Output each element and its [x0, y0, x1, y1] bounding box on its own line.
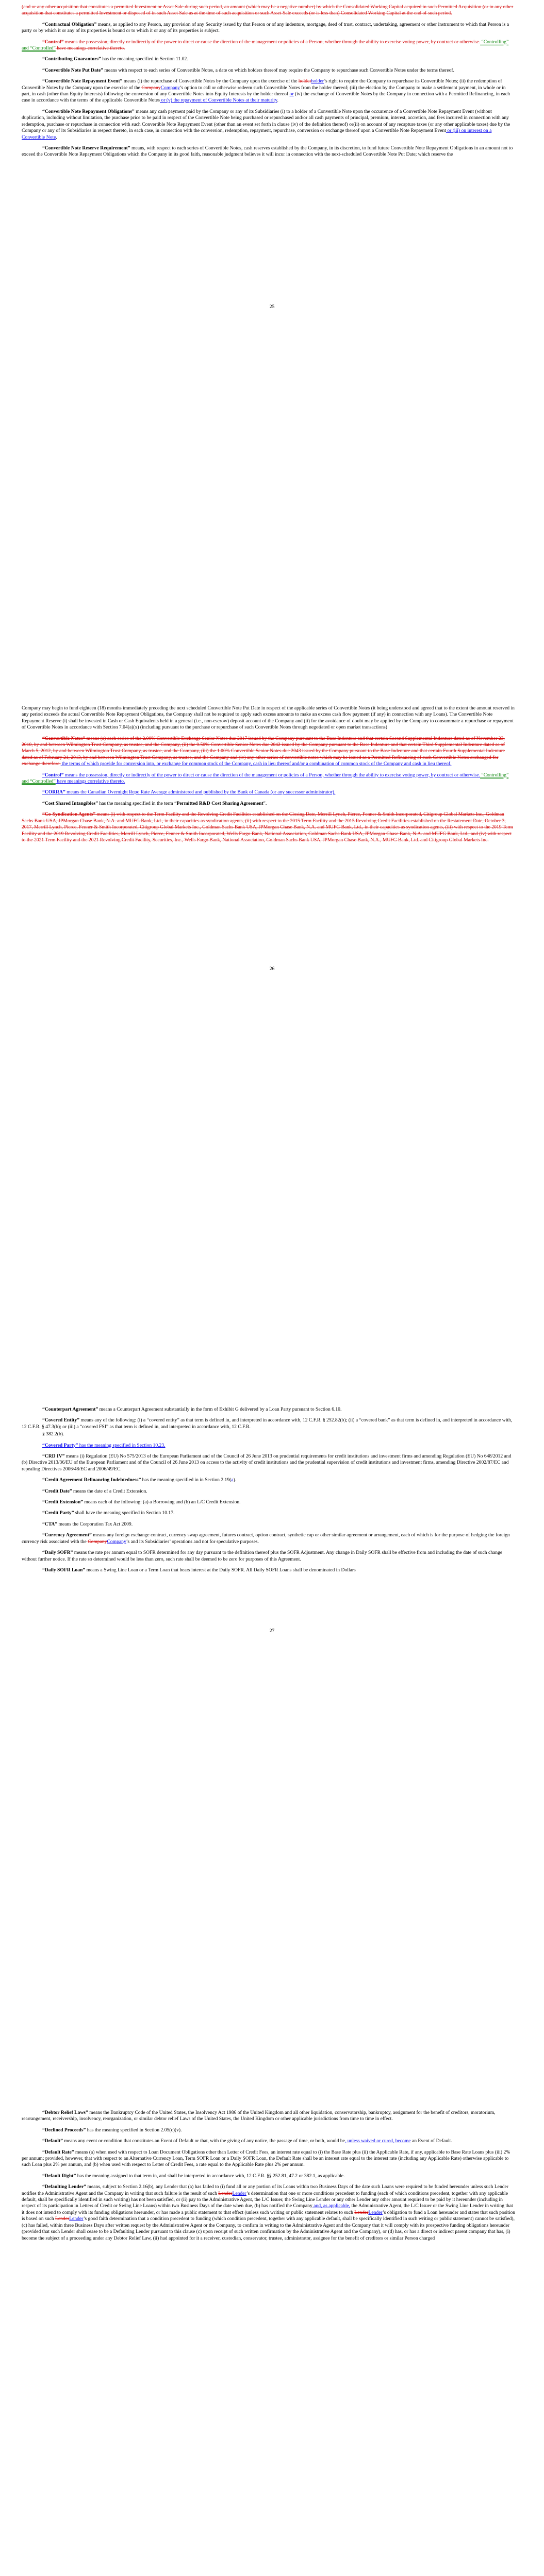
inserted-text: Lender	[368, 2209, 383, 2215]
definition-text: means a Counterpart Agreement substantially in the form of Exhibit G delivered by a Loan Party pursuant to Section 6.10.	[98, 1406, 342, 1412]
defined-term: Permitted R&D Cost Sharing Agreement	[176, 800, 263, 806]
page-number: 25	[269, 304, 275, 310]
deleted-text: means (a) each series of the 2.00% Convertible Exchange Senior Notes due 2017 issued by the Company pursuant to the Base Indenture and that certain Second Supplemental Indenture dated as of November 23, 2010, by and between Wilmington Trust Company, as trustee, and the Company, (ii) the 0.50% Convertible Senior Notes due 2042 issued by the Company pursuant to the Base Indenture and that certain Third Supplemental Indenture dated as of March 5, 2012, by and between Wilmington Trust Company, as trustee, and the Company, (iii) the 1.00% Convertible Senior Notes due 2043 issued by the Company pursuant to the Base Indenture and that certain Fourth Supplemental Indenture dated as of February 21, 2013, by and between Wilmington Trust Company, as trustee, and the Company and (iv) any other series of convertible notes which may be issued as a Permitted Refinancing of such Convertible Notes exchanged for exchange therefore.	[22, 735, 505, 767]
inserted-text: means the Canadian Overnight Repo Rate Average administered and published by the Bank of Canada (or any successor administrator).	[65, 789, 336, 795]
defined-term: “CORRA”	[42, 789, 65, 795]
definition-text: means (a) when used with respect to Loan Document Obligations other than Letter of Credit Fees, an interest rate equal to (i) the Base Rate plus (ii) the Applicable Rate, if any, applicable to Base Rate Loans plus (iii) 2% per annum; provided, however, that with respect to an Alternative Currency Loan, Term SOFR Loan or a Daily SOFR Loan, the Default Rate shall be an interest rate equal to the interest rate (including any Applicable Rate) otherwise applicable to such Loan plus 2% per annum, and (b) when used with respect to Letter of Credit Fees, a rate equal to the Applicable Rate plus 2% per annum.	[22, 2149, 510, 2168]
inserted-text: have meanings correlative thereto.	[55, 778, 125, 785]
definition-text: ’ operations and not for speculative purposes.	[169, 1538, 259, 1545]
inserted-text: holder	[311, 78, 324, 84]
definition-text: ’s right to require the Company to repurchase its Convertible Notes; (ii) the redemption of Convertible Notes by the Company upon the exercise of the	[22, 78, 502, 91]
inserted-text: a	[231, 1477, 234, 1483]
defined-term: “CRD IV”	[42, 1453, 65, 1460]
defined-term: “Credit Extension”	[42, 1499, 83, 1505]
deleted-text: Company	[141, 84, 161, 91]
definition-text: means the date of a Credit Extension.	[72, 1488, 147, 1494]
defined-term: “CTA”	[42, 1521, 58, 1527]
defined-term: “Convertible Note Put Date”	[42, 67, 104, 73]
definition-declined-proceeds	[22, 2127, 516, 2133]
defined-term: “Credit Agreement Refinancing Indebtedness”	[42, 1477, 141, 1483]
defined-term: “Currency Agreement”	[42, 1532, 92, 1538]
definition-credit-party	[22, 1510, 516, 1516]
inserted-text: , unless waived or cured, become	[344, 2138, 411, 2144]
defined-term: “Contractual Obligation”	[42, 21, 97, 27]
definition-text: ’s option to call or otherwise redeem such Convertible Notes from the holder thereof; (iii) the election by the Company to make a settlement payment, in whole or in part, in cash (other than Equity Interests) following the conversion of any Convertible Notes into Equity Interests by the holder thereof	[22, 84, 506, 97]
moved-text: “Controlling” and “Controlled”	[22, 772, 509, 785]
defined-term: “Credit Party”	[42, 1510, 74, 1516]
page-25	[0, 0, 544, 703]
definition-text: means any cash payment paid by the Company or any of its Subsidiaries (i) to a holder of a Convertible Note upon the occurrence of a Convertible Note Repayment Event (without duplication, including without limitation, the purchase price to be paid in respect of the Convertible Note being purchased or repurchased and/or all cash payments of principal, premium, interest, accretion, and fees incurred in connection with any redemption, purchase or repurchase in connection with such Convertible Note Repayment Event (other than an event set forth in clause (iv) of the definition thereof) or(ii) on account of any recapture taxes (or any other applicable taxes) due by the Company or any of its Subsidiaries in respect thereto, in each case, in connection with the conversion, redemption, repayment, repurchase, conversion or exchange thereof upon a Convertible Note Repayment Event	[22, 108, 510, 134]
defined-term: “Convertible Note Repayment Obligations”	[42, 108, 135, 114]
defined-term: “Cost Shared Intangibles”	[42, 800, 98, 806]
defined-term: “Daily SOFR”	[42, 1550, 73, 1556]
definition-text: means (i) the repurchase of Convertible Notes by the Company upon the exercise of the	[122, 78, 299, 84]
inserted-text: Lender	[69, 2216, 84, 2222]
inserted-text: Company	[107, 1538, 126, 1545]
page-27	[0, 1406, 544, 2110]
defined-term: “Debtor Relief Laws”	[42, 2110, 88, 2115]
definition-text: means any event or condition that constitutes an Event of Default or that, with the giving of any notice, the passage of time, or both, would be	[62, 2138, 345, 2144]
defined-term: “Credit Date”	[42, 1488, 72, 1494]
definition-text: ”.	[263, 800, 267, 806]
definition-text: has the meaning specified in Section 2.05(c)(v).	[86, 2127, 182, 2133]
defined-term: “Default Right”	[42, 2173, 76, 2179]
page-26-content	[22, 705, 516, 848]
defined-term: “Covered Entity”	[42, 1417, 80, 1423]
deleted-text: means the possession, directly or indirectly of the power to direct or cause the direction of the management or policies of a Person, whether through the ability to exercise voting power, by contract or otherwise.	[63, 39, 481, 45]
definition-convertible-notes	[22, 736, 516, 768]
definition-text: ’s good faith determination that a condition precedent to funding (which condition precedent, together with any applicable default, shall be specifically identified in such writing or public statement) cannot be satisfied), (c) has failed, within three Business Days after written request by the Administrative Agent or the Company, to confirm in writing to the Administrative Agent and the Company that it will comply with its prospective funding obligations hereunder (provided that such Lender shall cease to be a Defaulting Lender pursuant to this clause (c) upon receipt of such written confirmation by the Administrative Agent and the Company), or (d) has, or has a direct or indirect parent company that has, (i) become the subject of a proceeding under any Debtor Relief Law, (ii) had appointed for it a receiver, custodian, conservator, trustee, administrator, assignee for the benefit of creditors or similar Person charged	[22, 2216, 515, 2241]
defined-term: “Default Rate”	[42, 2149, 74, 2155]
definition-text: means the rate per annum equal to SOFR determined for any day pursuant to the definition thereof plus the SOFR Adjustment. Any change in Daily SOFR shall be effective from and including the date of such change without further notice. If the rate so determined would be less than zero, such rate shall be deemed to be zero for purposes of this Agreement.	[22, 1550, 503, 1562]
definition-cta	[22, 1521, 516, 1528]
defined-term: “Co-Syndication Agents”	[42, 811, 96, 818]
defined-term: “Contributing Guarantors”	[42, 56, 101, 62]
definition-contributing-guarantors	[22, 56, 516, 62]
page-25-content	[22, 4, 516, 163]
definition-text: (iv) the exchange of Convertible Notes by the Company in connection with a Permitted Refinancing, in each case in accordance with the terms of the applicable Convertible Notes	[22, 91, 510, 104]
definition-convertible-note-repayment-event	[22, 78, 516, 104]
definition-daily-sofr	[22, 1550, 516, 1563]
deleted-text: means (i) with respect to the Term Facility and the Revolving Credit Facilities established on the Closing Date, Merrill Lynch, Pierce, Fenner & Smith Incorporated, Citigroup Global Markets Inc., Goldman Sachs Bank USA, JPMorgan Chase Bank, N.A. and MUFG Bank, Ltd., in their capacities as syndication agents, (ii) with respect to the 2015 Term Facility and the 2015 Revolving Credit Facilities established on the Restatement Date, October 3, 2017, Merrill Lynch, Pierce, Fenner & Smith Incorporated, Citigroup Global Markets Inc., Goldman Sachs Bank USA, JPMorgan Chase Bank, N.A. and MUFG Bank, Ltd., in their capacities as syndication agents, (iii) with respect to the 2019 Term Facility and the 2019 Revolving Credit Facilities, Merrill Lynch, Pierce, Fenner & Smith Incorporated, Wells Fargo Bank, National Association, Goldman Sachs Bank USA, JPMorgan Chase Bank, N.A. and MUFG Bank, Ltd., and (iv) with respect to the 2021 Term Facility and the 2021 Revolving Credit Facility, Securities, Inc., Wells Fargo Bank, National Association, Goldman Sachs Bank USA, JPMorgan Chase Bank, N.A., MUFG Bank, Ltd. and Citigroup Global Markets Inc.	[22, 811, 513, 843]
definition-text: .	[277, 97, 278, 104]
definition-text: means the Bankruptcy Code of the United States, the Insolvency Act 1986 of the United Kingdom and all other liquidation, conservatorship, bankruptcy, assignment for the benefit of creditors, moratorium, rearrangement, receivership, insolvency, reorganization, or similar debtor relief Laws of the United States, the United Kingdom or other applicable jurisdictions from time to time in effect.	[22, 2110, 496, 2122]
definition-text: § 382.2(b).	[42, 1431, 64, 1437]
definition-covered-entity	[22, 1417, 516, 1430]
definition-text: an Event of Default.	[410, 2138, 452, 2144]
defined-term: “Convertible Note Reserve Requirement”	[42, 145, 130, 151]
inserted-text: or	[289, 91, 294, 97]
definition-counterpart-agreement	[22, 1406, 516, 1413]
definition-text: ’s and its Subsidiaries	[126, 1538, 170, 1545]
definition-convertible-note-repayment-obligations	[22, 109, 516, 141]
definition-text: means (i) Regulation (EU) No 575/2013 of the European Parliament and of the Council of 26 June 2013 on prudential requirements for credit institutions and investment firms and amending Regulation (EU) No 648/2012 and (b) Directive 2013/36/EU of the European Parliament and of the Council of 26 June 2013 on access to the activity of credit institutions and the prudential supervision of credit institutions and investment firms, amending Directive 2002/87/EC and repealing Directives 2006/48/EC and 2006/49/EC.	[22, 1453, 512, 1472]
inserted-text: the terms of which provide for conversion into, or exchange for common stock of the Company, cash in lieu thereof and/or a combination of common stock of the Company and cash in lieu thereof.	[60, 761, 452, 767]
definition-text: means, subject to Section 2.16(b), any Lender that (a) has failed to (i) fund all or any portion of its Loans within two Business Days of the date such Loans were required to be funded hereunder unless such Lender notifies the Administrative Agent and the Company in writing that such failure is the result of such	[22, 2184, 508, 2196]
definition-convertible-note-reserve-requirement	[22, 145, 516, 158]
deleted-text: (and or any other acquisition that constitutes a permitted Investment or Asset Sale during such period, an amount (which may be a negative number) by which the Consolidated Working Capital acquired in such Permitted Acquisition (or in any other acquisition that constitutes a permitted Investment or disposed of in such Asset Sale as at the time of such acquisition or such Asset Sale exceeds (or is less than) Consolidated Working Capital at the end of such period.	[22, 4, 514, 16]
reserve-continuation-paragraph	[22, 705, 516, 731]
definition-text: .	[56, 134, 57, 140]
defined-term: “Control”	[42, 772, 64, 778]
definition-corra	[22, 789, 516, 795]
definition-text: has the meaning specified in Section 11.02.	[101, 56, 188, 62]
page-26	[0, 703, 544, 1406]
definition-text: means, with respect to each series of Convertible Notes, cash reserves established by the Company, in its discretion, to fund future Convertible Note Repayment Obligations in an amount not to exceed the Convertible Note Repayment Obligations which the Company in its good faith, reasonable judgment believes it will incur in connection with the next-scheduled Convertible Note Put Date; which reserve the	[22, 145, 513, 158]
definition-text: means the Corporation Tax Act 2009.	[57, 1521, 133, 1527]
definition-text: means a Swing Line Loan or a Term Loan that bears interest at the Daily SOFR. All Daily SOFR Loans shall be denominated in Dollars	[85, 1567, 356, 1573]
page-28	[0, 2110, 544, 2576]
deleted-text: Lender	[354, 2209, 369, 2215]
definition-covered-entity-cont	[22, 1431, 516, 1437]
definition-text: means any foreign exchange contract, currency swap agreement, futures contract, option contract, synthetic cap or other similar agreement or arrangement, each of which is for the purpose of hedging the foreign currency risk associated with the	[22, 1532, 510, 1545]
definition-text: has the meaning specified in the term “	[98, 800, 177, 806]
inserted-text: means the possession, directly or indirectly of the power to direct or cause the direction of the management or policies of a Person, whether through the ability to exercise voting power, by contract or otherwise.	[63, 772, 481, 778]
inserted-text: Lender	[232, 2190, 246, 2196]
deleted-text: Lender	[55, 2216, 70, 2222]
definition-text: has the meaning assigned to that term in, and shall be interpreted in accordance with, 12 C.F.R. §§ 252.81, 47.2 or 382.1, as applicable.	[76, 2173, 345, 2179]
defined-term: “Convertible Notes”	[42, 735, 86, 741]
deleted-text: Lender	[218, 2190, 233, 2196]
inserted-text: and, as applicable,	[312, 2203, 351, 2209]
moved-text: “Controlling” and “Controlled”	[22, 39, 509, 52]
definition-text: ).	[233, 1477, 237, 1483]
defined-term: “Daily SOFR Loan”	[42, 1567, 86, 1573]
definition-text: the Administrative Agent, the L/C Issuer or the Swing Line Lender in writing that it does not intend to comply with its funding obligations hereunder, or has made a public statement to that effect (unless such writing or public statement relates to such	[22, 2203, 513, 2215]
working-capital-paragraph	[22, 4, 516, 17]
definition-text: means each of the following: (a) a Borrowing and (b) an L/C Credit Extension.	[83, 1499, 241, 1505]
definition-control-inserted	[22, 772, 516, 785]
definition-cost-shared-intangibles	[22, 801, 516, 807]
definition-daily-sofr-loan	[22, 1567, 516, 1573]
definition-convertible-note-put-date	[22, 67, 516, 74]
definition-contractual-obligation	[22, 22, 516, 35]
definition-crd-iv	[22, 1453, 516, 1472]
definition-text: ’s obligation to fund a Loan hereunder and states that such position is based on such	[22, 2209, 516, 2222]
inserted-text: has the meaning specified in Section 10.23.	[78, 1442, 166, 1448]
defined-term: “Defaulting Lender”	[42, 2184, 87, 2190]
inserted-text: or (v) the repayment of Convertible Notes at their maturity	[160, 97, 277, 104]
definition-debtor-relief-laws	[22, 2110, 516, 2123]
defined-term: “Declined Proceeds”	[42, 2127, 86, 2133]
deleted-text: holder	[298, 78, 311, 84]
definition-credit-date	[22, 1488, 516, 1495]
definition-default-right	[22, 2173, 516, 2179]
inserted-text: or (iii) on interest on a Convertible Note	[22, 128, 492, 140]
definition-credit-agreement-refinancing-indebtedness	[22, 1477, 516, 1483]
defined-term: “Covered Party”	[42, 1442, 78, 1448]
page-27-content	[22, 1406, 516, 1578]
definition-text: ’s determination that one or more conditions precedent to funding (each of which conditions precedent, together with any applicable default, shall be specifically identified in such writing) has not been satisfied, or (ii) pay to the Administrative Agent, the L/C Issuer, the Swing Line Lender or any other Lender any other amount required to be paid by it hereunder (including in respect of its participation in Letters of Credit or Swing Line Loans) within two Business Days of the date when due, (b) has notified the Company	[22, 2190, 508, 2209]
definition-credit-extension	[22, 1499, 516, 1505]
deleted-text: have meanings correlative thereto.	[55, 45, 125, 52]
definition-default-rate	[22, 2149, 516, 2168]
definition-currency-agreement	[22, 1532, 516, 1545]
defined-term: “Default”	[42, 2138, 63, 2144]
definition-text: means with respect to each series of Convertible Notes, a date on which holders thereof may require the Company to repurchase such Convertible Notes under the terms thereof.	[103, 67, 454, 73]
definition-default	[22, 2138, 516, 2144]
inserted-text: Company	[160, 84, 180, 91]
definition-text: means any of the following: (i) a “covered entity” as that term is defined in, and interpreted in accordance with, 12 C.F.R. § 252.82(b); (ii) a “covered bank” as that term is defined in, and interpreted in accordance with, 12 C.F.R. § 47.3(b); or (iii) a “covered FSI” as that term is defined in, and interpreted in accordance with, 12 C.F.R.	[22, 1417, 513, 1430]
definition-text: has the meaning specified in in Section 2.19(	[141, 1477, 232, 1483]
body-text: Company may begin to fund eighteen (18) months immediately preceding the next scheduled Convertible Note Put Date in respect of the applicable series of Convertible Notes (it being understood and agreed that to the extent the amount reserved in any period exceeds the actual Convertible Note Repayment Obligations, the Company shall not be required to apply such excess amounts to make an excess cash flow payment (if any) in connection with any Loans). The Convertible Note Repayment Reserve (i) shall be invested in Cash or Cash Equivalents held in a general (i.e., non-escrow) deposit account of the Company and (ii) for the avoidance of doubt may be applied by the Company to consummate a repurchase or repayment of Convertible Notes in accordance with Section 7.04(a)(x) (including pursuant to the purchase or repurchase of such Convertible Notes through negotiated or open market transactions)	[22, 705, 515, 731]
definition-covered-party	[22, 1443, 516, 1449]
page-number: 26	[269, 966, 275, 972]
defined-term: “Control”	[42, 39, 64, 45]
defined-term: “Convertible Note Repayment Event”	[42, 78, 123, 84]
definition-text: means, as applied to any Person, any provision of any Security issued by that Person or of any indenture, mortgage, deed of trust, contract, undertaking, agreement or other instrument to which that Person is a party or by which it or any of its properties is bound or to which it or any of its properties is subject.	[22, 21, 509, 34]
page-28-content	[22, 2110, 516, 2246]
defined-term: “Counterpart Agreement”	[42, 1406, 98, 1412]
definition-co-syndication-agents	[22, 811, 516, 843]
deleted-text: Company	[88, 1538, 107, 1545]
definition-control-deleted	[22, 39, 516, 52]
page-number: 27	[269, 1628, 275, 1634]
definition-text: shall have the meaning specified in Section 10.17.	[74, 1510, 175, 1516]
definition-defaulting-lender	[22, 2184, 516, 2242]
